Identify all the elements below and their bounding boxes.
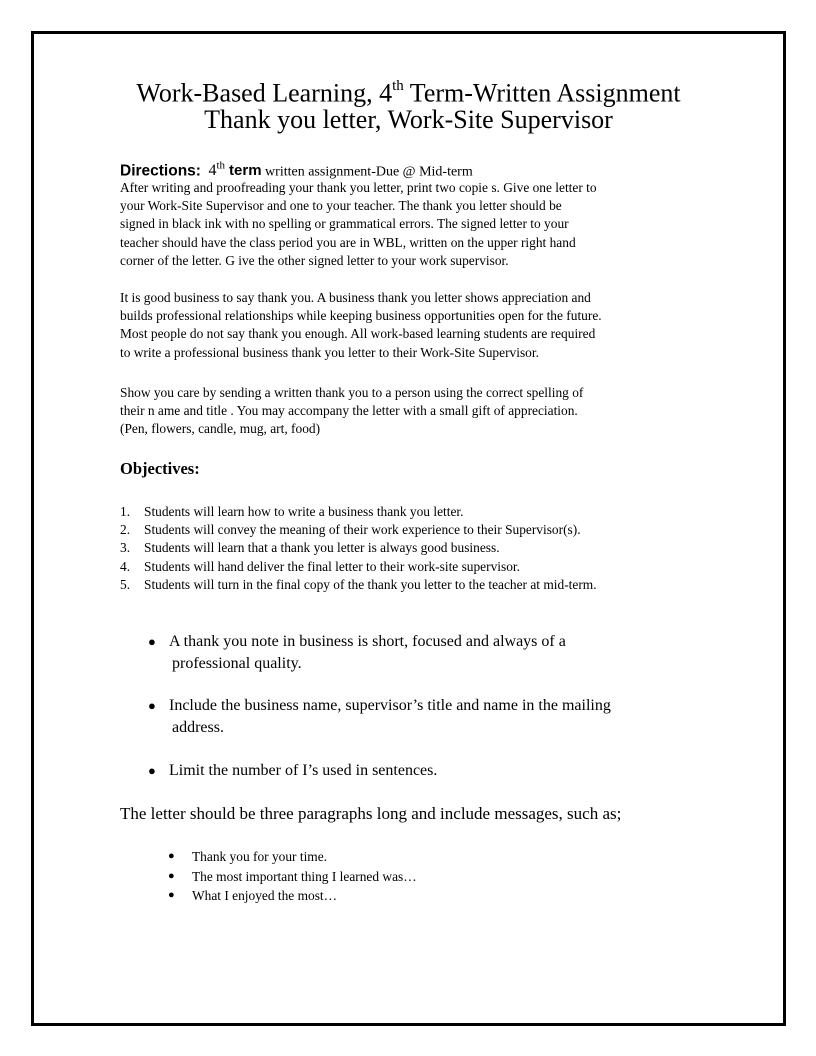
paragraph-line: It is good business to say thank you. A business thank you letter shows appreciation and bbox=[120, 290, 591, 305]
paragraph-line: your Work-Site Supervisor and one to your teacher. The thank you letter should be bbox=[120, 198, 562, 214]
objective-number: 2. bbox=[120, 522, 131, 538]
objective-number: 1. bbox=[120, 504, 131, 519]
key-point-text: Limit the number of I’s used in sentences. bbox=[169, 762, 438, 779]
paragraph-line: their n ame and title . You may accompany the letter with a small gift of appreciation. bbox=[120, 403, 578, 419]
paragraph-line: (Pen, flowers, candle, mug, art, food) bbox=[120, 421, 321, 437]
message-example-item bbox=[168, 886, 417, 906]
objective-number: 5. bbox=[120, 576, 131, 592]
show-you-care-paragraph bbox=[120, 384, 685, 439]
message-example-text: The most important thing I learned was… bbox=[192, 868, 417, 884]
paragraph-line: Most people do not say thank you enough. All work-based learning students are required bbox=[120, 326, 596, 342]
document-subtitle: Thank you letter, Work-Site Supervisor bbox=[204, 105, 613, 134]
key-point-list bbox=[146, 760, 706, 782]
title-superscript: th bbox=[392, 78, 404, 94]
paragraph-line: Show you care by sending a written thank you to a person using the correct spelling of bbox=[120, 385, 584, 400]
objective-number: 4. bbox=[120, 558, 131, 574]
key-point-text: address. bbox=[172, 719, 224, 736]
message-example-item bbox=[168, 847, 417, 867]
key-point-text: Include the business name, supervisor’s title and name in the mailing bbox=[169, 697, 611, 714]
key-point-text: professional quality. bbox=[172, 655, 302, 672]
bullet-icon: ● bbox=[148, 698, 156, 713]
paragraph-line: teacher should have the class period you are in WBL, written on the upper right hand bbox=[120, 234, 576, 250]
bullet-icon: ● bbox=[148, 763, 156, 778]
paragraph-line: corner of the letter. G ive the other signed letter to your work supervisor. bbox=[120, 252, 509, 268]
objective-text: Students will learn that a thank you letter is always good business. bbox=[144, 540, 500, 556]
key-point-item bbox=[146, 760, 706, 782]
objective-text: Students will turn in the final copy of the thank you letter to the teacher at mid-term. bbox=[144, 576, 597, 592]
key-point-text: A thank you note in business is short, focused and always of a bbox=[169, 633, 566, 650]
key-point-list bbox=[146, 695, 706, 739]
key-point-list bbox=[146, 631, 706, 675]
term-number: 4 bbox=[208, 162, 217, 180]
message-example-item bbox=[168, 867, 417, 887]
paragraph-line: builds professional relationships while keeping business opportunities open for the future. bbox=[120, 308, 602, 324]
key-point-item bbox=[146, 631, 706, 675]
bullet-icon: ● bbox=[148, 634, 156, 649]
letter-instructions: The letter should be three paragraphs long and include messages, such as; bbox=[120, 804, 622, 823]
objective-text: Students will convey the meaning of their work experience to their Supervisor(s). bbox=[144, 522, 581, 538]
directions-due: written assignment-Due @ Mid-term bbox=[261, 164, 473, 180]
objective-text: Students will hand deliver the final letter to their work-site supervisor. bbox=[144, 558, 520, 574]
objectives-list bbox=[120, 503, 597, 594]
directions-paragraph bbox=[120, 179, 685, 270]
paragraph-line: After writing and proofreading your thank you letter, print two copie s. Give one letter to bbox=[120, 180, 597, 195]
paragraph-line: signed in black ink with no spelling or grammatical errors. The signed letter to your bbox=[120, 216, 569, 232]
objective-item bbox=[120, 539, 597, 557]
bullet-icon: ● bbox=[168, 869, 175, 882]
message-examples-list bbox=[168, 847, 417, 906]
objective-item bbox=[120, 503, 597, 521]
key-point-item bbox=[146, 695, 706, 739]
title-prefix: Work-Based Learning, 4 bbox=[136, 78, 393, 108]
objective-text: Students will learn how to write a business thank you letter. bbox=[144, 504, 464, 519]
title-suffix: Term-Written Assignment bbox=[403, 78, 681, 108]
business-thank-you-paragraph bbox=[120, 289, 685, 362]
term-superscript: th bbox=[216, 160, 226, 172]
objective-item bbox=[120, 576, 597, 594]
paragraph-line: to write a professional business thank you letter to their Work-Site Supervisor. bbox=[120, 344, 539, 360]
objective-number: 3. bbox=[120, 540, 131, 556]
objective-item bbox=[120, 558, 597, 576]
message-example-text: Thank you for your time. bbox=[192, 849, 327, 864]
message-example-text: What I enjoyed the most… bbox=[192, 888, 338, 903]
bullet-icon: ● bbox=[168, 850, 175, 862]
directions-term bbox=[204, 162, 261, 179]
bullet-icon: ● bbox=[168, 889, 175, 901]
objectives-heading: Objectives: bbox=[120, 459, 200, 478]
objective-item bbox=[120, 521, 597, 539]
term-word: term bbox=[229, 162, 262, 180]
directions-label: Directions: bbox=[120, 162, 201, 180]
